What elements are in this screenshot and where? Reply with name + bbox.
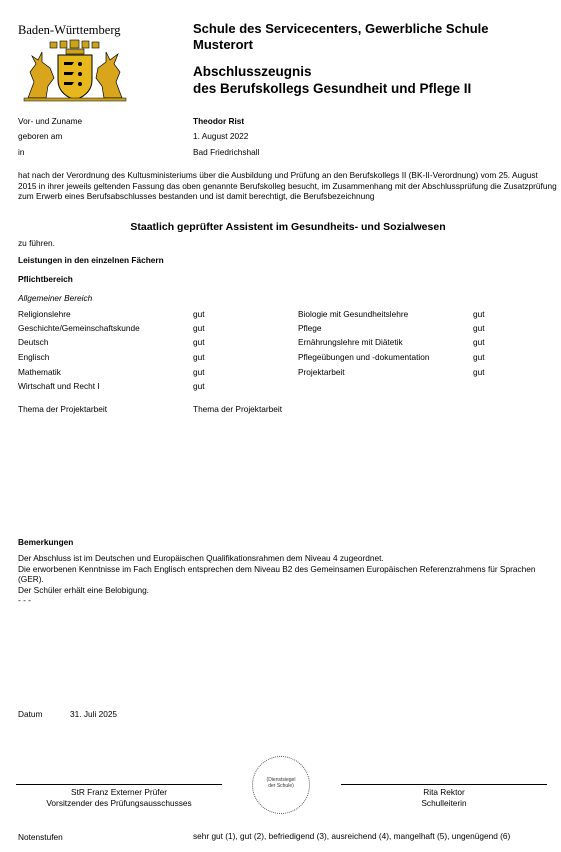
date-label: Datum — [18, 709, 43, 719]
subject-name: Wirtschaft und Recht I — [18, 381, 100, 391]
remarks-text — [18, 553, 558, 606]
subject-name: Mathematik — [18, 367, 61, 377]
seal-text-line1: (Dienstsiegel — [266, 777, 296, 783]
school-name-line2: Musterort — [193, 37, 253, 52]
place-label: in — [18, 147, 25, 157]
project-value: Thema der Projektarbeit — [193, 404, 283, 414]
project-label: Thema der Projektarbeit — [18, 404, 108, 414]
place-value: Bad Friedrichshall — [193, 147, 260, 157]
coat-of-arms-icon — [20, 38, 130, 102]
born-value: 1. August 2022 — [193, 131, 249, 141]
subject-name: Englisch — [18, 352, 50, 362]
signature-line-left — [16, 784, 222, 785]
signer-right-name: Rita Rektor — [423, 787, 465, 797]
signature-line-right — [341, 784, 547, 785]
general-area-label: Allgemeiner Bereich — [18, 293, 93, 303]
document-title — [193, 63, 538, 97]
name-value: Theodor Rist — [193, 116, 245, 126]
subject-grade: gut — [473, 323, 485, 333]
remark-line: Der Abschluss ist im Deutschen und Europäischen Qualifikationsrahmen dem Niveau 4 zugeordnet. — [18, 553, 384, 563]
intro-text: hat nach der Verordnung des Kultusministeriums über die Ausbildung und Prüfung an den Berufskollegs II (BK-II-Verordnung) vom 25. August 2015 in ihrer jeweils geltenden Fassung das oben genannte Berufskolleg besucht, im Zusammenhang mit der Abschlussprüfung die Zusatzprüfung zum Erwerb eines Berufsabschlusses bestanden und ist damit berechtigt, die Berufsbezeichnung — [18, 170, 557, 201]
subject-name: Geschichte/Gemeinschaftskunde — [18, 323, 140, 333]
subject-name: Biologie mit Gesundheitslehre — [298, 309, 409, 319]
signer-left-role: Vorsitzender des Prüfungsausschusses — [46, 798, 192, 808]
school-name-line1: Schule des Servicecenters, Gewerbliche Schule — [193, 21, 489, 36]
subject-grade: gut — [193, 323, 205, 333]
remark-line: - - - — [18, 595, 31, 605]
remark-line: Der Schüler erhält eine Belobigung. — [18, 584, 149, 595]
subject-grade: gut — [193, 381, 205, 391]
grading-label: Notenstufen — [18, 832, 63, 842]
signer-right-role: Schulleiterin — [421, 798, 467, 808]
subject-grade: gut — [193, 352, 205, 362]
subject-grade: gut — [473, 352, 485, 362]
official-seal — [252, 756, 310, 814]
to-lead-text: zu führen. — [18, 238, 55, 248]
subject-name: Religionslehre — [18, 309, 71, 319]
name-label: Vor- und Zuname — [18, 116, 83, 126]
subject-grade: gut — [473, 309, 485, 319]
subject-grade: gut — [193, 309, 205, 319]
seal-text-line2: der Schule) — [268, 783, 294, 789]
subject-grade: gut — [473, 367, 485, 377]
subject-name: Projektarbeit — [298, 367, 345, 377]
remark-line: Die erworbenen Kenntnisse im Fach Englisch entsprechen dem Niveau B2 des Gemeinsamen Europäischen Referenzrahmens für Sprachen (GER). — [18, 563, 536, 584]
school-name — [193, 21, 538, 53]
document-title-line1: Abschlusszeugnis — [193, 64, 312, 79]
section-heading: Leistungen in den einzelnen Fächern — [18, 255, 164, 265]
signer-left-name: StR Franz Externer Prüfer — [71, 787, 167, 797]
subsection-heading: Pflichtbereich — [18, 274, 73, 284]
born-label: geboren am — [18, 131, 63, 141]
state-name: Baden-Württemberg — [18, 23, 121, 37]
designation: Staatlich geprüfter Assistent im Gesundheits- und Sozialwesen — [130, 221, 446, 233]
subject-grade: gut — [473, 337, 485, 347]
remarks-heading: Bemerkungen — [18, 537, 74, 547]
subject-name: Deutsch — [18, 337, 49, 347]
document-title-line2: des Berufskollegs Gesundheit und Pflege II — [193, 81, 472, 96]
date-value: 31. Juli 2025 — [70, 709, 118, 719]
grading-scale: sehr gut (1), gut (2), befriedigend (3), ausreichend (4), mangelhaft (5), ungenügend (6) — [193, 831, 511, 841]
subject-grade: gut — [193, 367, 205, 377]
subject-name: Pflegeübungen und -dokumentation — [298, 352, 430, 362]
subject-name: Pflege — [298, 323, 322, 333]
subject-grade: gut — [193, 337, 205, 347]
subject-name: Ernährungslehre mit Diätetik — [298, 337, 403, 347]
